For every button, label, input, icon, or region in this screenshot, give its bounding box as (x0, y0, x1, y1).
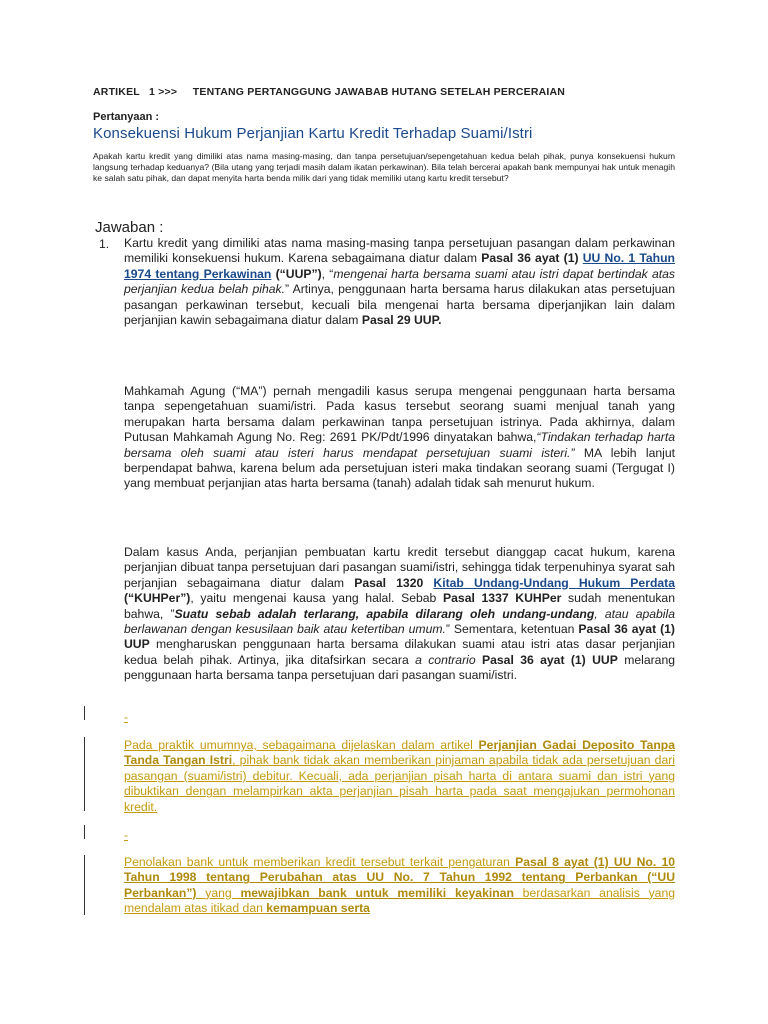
kuhper-link[interactable]: Kitab Undang-Undang Hukum Perdata (433, 575, 675, 590)
p3-bold-kuhper: (“KUHPer”) (124, 591, 191, 606)
p1-text-c: , “ (321, 266, 334, 281)
p5-text-c: yang (196, 885, 241, 900)
p3-italic-quote: , atau apabila berlawanan dengan kesusilaan baik atau ketertiban umum. (124, 606, 676, 637)
p5-text-a: Penolakan bank untuk memberikan kredit tersebut terkait pengaturan (124, 855, 516, 869)
text-cursor-bar-1 (84, 706, 85, 720)
p3-italic-contrario: a contrario (415, 652, 476, 667)
p3-bold-italic-quote: Suatu sebab adalah terlarang, apabila dilarang oleh undang-undang (174, 606, 595, 621)
p3-text-g: melarang penggunaan harta bersama tanpa persetujuan dari pasangan suami/istri. (124, 652, 676, 683)
uu-perkawinan-link[interactable]: UU No. 1 Tahun 1974 tentang Perkawinan (124, 251, 675, 281)
answer-paragraph-5 (124, 855, 675, 917)
p1-bold-uup: (“UUP”) (271, 266, 322, 281)
answer-paragraph-3 (124, 545, 675, 684)
p4-text-a: Pada praktik umumnya, sebagaimana dijelaskan dalam artikel (124, 738, 479, 752)
list-dash-1: - (124, 710, 128, 724)
text-cursor-bar-2 (84, 737, 85, 811)
p5-bold-keyakinan: mewajibkan bank untuk memiliki keyakinan (240, 885, 514, 900)
p3-text-f: mengharuskan penggunaan harta bersama dilakukan suami atau istri atas dasar perjanjian kedua belah pihak. Artinya, jika ditafsirkan secara (124, 637, 675, 667)
p3-text-d: sudah menentukan bahwa, ” (124, 591, 675, 621)
text-cursor-bar-4 (84, 855, 85, 915)
uu-perbankan-link[interactable]: Pasal 8 ayat (1) UU No. 10 Tahun 1998 tentang Perubahan atas UU No. 7 Tahun 1992 tentang Perbankan (“UU Perbankan”) (124, 855, 675, 900)
question-title: Konsekuensi Hukum Perjanjian Kartu Kredit Terhadap Suami/Istri (93, 125, 533, 142)
p1-bold-pasal: Pasal 36 ayat (1) (481, 251, 583, 266)
p3-text-e: ” Sementara, ketentuan (445, 622, 579, 637)
p3-text-a: Dalam kasus Anda, perjanjian pembuatan kartu kredit tersebut dianggap cacat hukum, karena perjanjian dibuat tanpa persetujuan dari pasangan suami/istri, sehingga tidak terpenuhinya syarat sah perjanjian sebagaimana diatur dalam (124, 545, 675, 590)
p3-bold-pasal36: Pasal 36 ayat (1) UUP (124, 622, 675, 652)
p1-quote: mengenai harta bersama suami atau istri dapat bertindak atas perjanjian kedua belah pihak. (124, 266, 675, 297)
p3-bold-pasal1320: Pasal 1320 (354, 575, 434, 590)
p2-quote: “Tindakan terhadap harta bersama oleh suami atau isteri harus mendapat persetujuan suami isteri.” (124, 430, 675, 460)
p5-bold-kemampuan: kemampuan serta (266, 901, 370, 916)
article-heading: ARTIKEL 1 >>> TENTANG PERTANGGUNG JAWABAB HUTANG SETELAH PERCERAIAN (93, 86, 566, 98)
p2-text-b: MA lebih lanjut berpendapat bahwa, karena belum ada persetujuan isteri maka tindakan seorang suami (Tergugat I) yang membuat perjanjian atas harta bersama (tanah) adalah tidak sah menurut hukum. (124, 445, 675, 491)
p5-text-d: berdasarkan analisis yang mendalam atas itikad dan (124, 885, 676, 916)
p2-text-a: Mahkamah Agung (“MA”) pernah mengadili kasus serupa mengenai penggunaan harta bersama tanpa sepengetahuan suami/istri. Pada kasus tersebut seorang suami menjual tanah yang merupakan harta bersama dalam perkawinan tanpa persetujuan istrinya. Pada akhirnya, dalam Putusan Mahkamah Agung No. Reg: 2691 PK/Pdt/1996 dinyatakan bahwa, (124, 384, 675, 445)
p1-text-a: Kartu kredit yang dimiliki atas nama masing-masing tanpa persetujuan pasangan dalam perkawinan memiliki konsekuensi hukum. Karena sebagaimana diatur dalam (124, 236, 675, 266)
list-dash-2: - (124, 828, 128, 842)
p1-bold-pasal29: Pasal 29 UUP. (361, 313, 442, 328)
answer-label: Jawaban : (95, 219, 164, 236)
text-cursor-bar-3 (84, 825, 85, 839)
question-body: Apakah kartu kredit yang dimiliki atas nama masing-masing, dan tanpa persetujuan/sepengetahuan kedua belah pihak, punya konsekuensi hukum langsung terhadap keduanya? (Bila utang yang terjadi masih dalam ikatan perkawinan). Bila telah bercerai apakah bank mempunyai hak untuk menagih ke salah satu pihak, dan dapat menyita harta benda milik dari yang tidak memiliki utang kartu kredit tersebut? (93, 151, 675, 183)
answer-paragraph-4 (124, 738, 675, 815)
p3-text-c: , yaitu mengenai kausa yang halal. Sebab (190, 591, 444, 606)
p1-text-d: ” Artinya, penggunaan harta bersama harus dilakukan atas persetujuan pasangan perkawinan tersebut, kecuali bila mengenai harta bersama diperjanjikan lain dalam perjanjian kawin sebagaimana diatur dalam (124, 282, 675, 328)
answer-paragraph-1 (124, 236, 675, 328)
answer-paragraph-2 (124, 384, 675, 492)
p3-bold-pasal1337: Pasal 1337 KUHPer (443, 591, 562, 606)
list-number: 1. (99, 237, 110, 251)
p4-text-c: , pihak bank tidak akan memberikan pinjaman apabila tidak ada persetujuan dari pasangan (suami/istri) debitur. Kecuali, ada perjanjian pisah harta di antara suami dan istri yang dibuktikan dengan melampirkan akta perjanjian pisah harta pada saat mengajukan permohonan kredit. (124, 753, 675, 814)
question-label: Pertanyaan : (93, 111, 160, 123)
gadai-deposito-link[interactable]: Perjanjian Gadai Deposito Tanpa Tanda Tangan Istri (124, 738, 675, 768)
p3-bold-pasal36-b: Pasal 36 ayat (1) UUP (475, 652, 618, 667)
